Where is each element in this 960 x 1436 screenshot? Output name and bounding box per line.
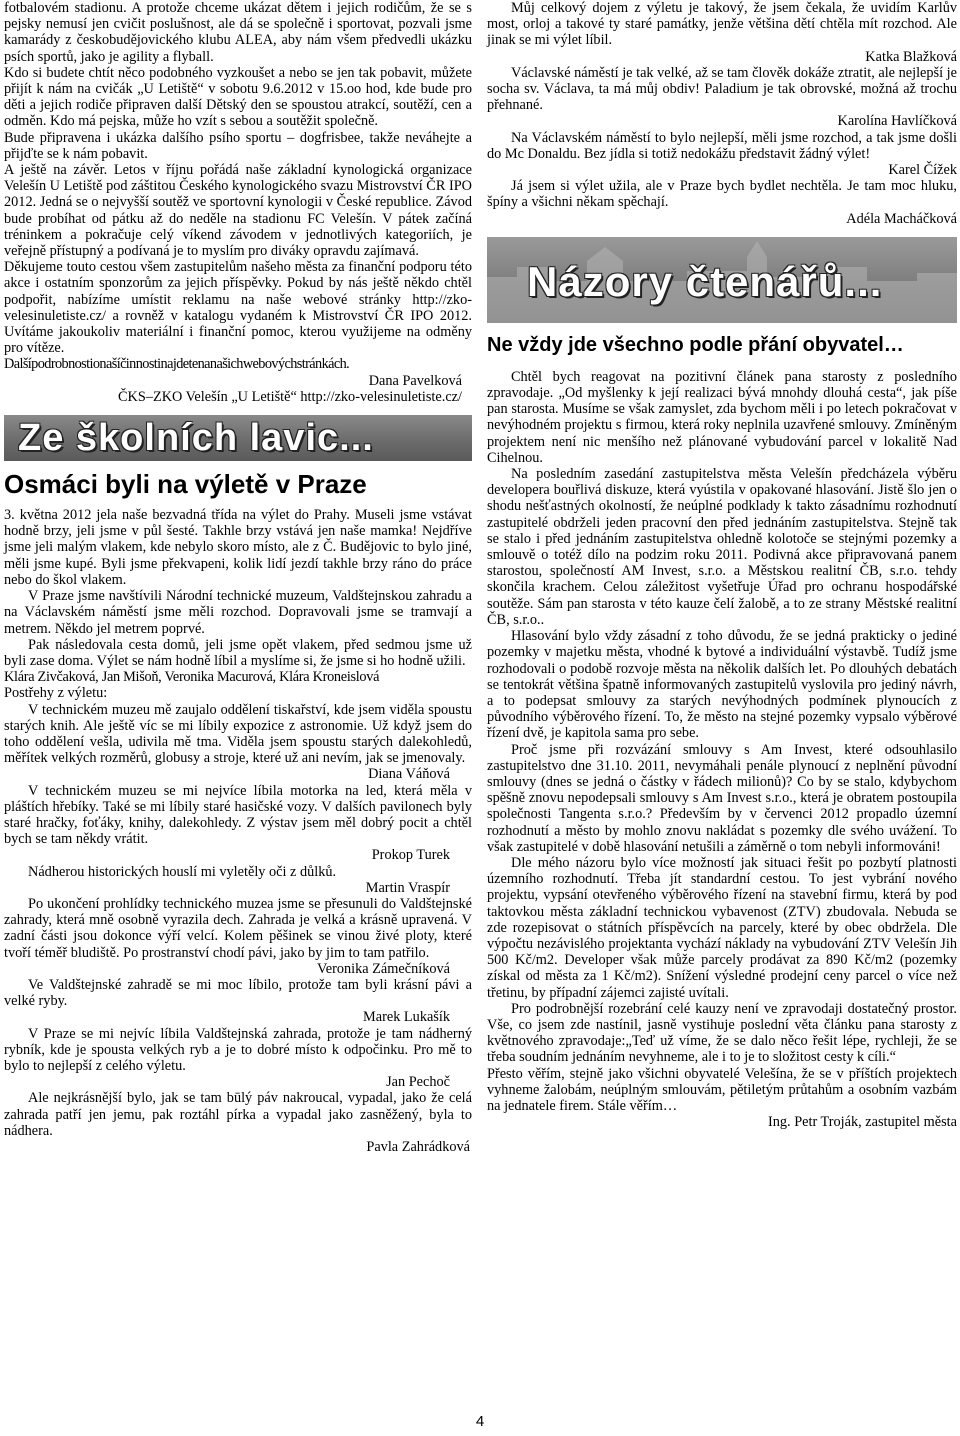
article-text: Dle mého názoru bylo více možností jak situaci řešit po pozbytí platnosti územního rozhodnutí. Třeba jít standardní cestou. To jest vybrání nového projektu, vypsání otevřeného výběrového řízení na stavební firmu, která by pod taktovkou města základní technickou vybavenost (ZTV) zbudovala. Nebuda se zde rozepisovat o státních příspěvcích na parcely, které by obec obdržela. Dle výpočtu nezávislého projektanta vychází náklady na vybudování ZTV Velešín Jih 500 Kč/m2. Developer však může parcely prodávat za 890 Kč/m2 (pozemky získal od města za 1 Kč/m2). Snížení výsledné prodejní ceny parcel o více než třetinu, by případní zájemci zajisté uvítali. [487, 854, 957, 1001]
signature: Martin Vraspír [365, 879, 450, 896]
article-text: Václavské náměstí je tak velké, až se tam člověk dokáže ztratit, ale nejlepší je socha sv. Václava, ta má můj obdiv! Paladium je tak obrovské, možná až trochu přehnané. [487, 64, 957, 114]
article-text: Na posledním zasedání zastupitelstva města Velešín předcházela výběru developera bouřlivá diskuze, která vyústila v opakované hlasování. Jistě šlo jen o shodu nešťastných okolností, že neúplné podklady k takto zásadnímu rozhodnutí zastupitelé obdrželi jeden pracovní den před jednáním zastupitelstva. Stejně tak se stalo i před jednáním zastupitelstva ohledně kolotoče se stejnými pozemky a smlouvě o totéž dílo na podzim roku 2011. Podivná akce připravovaná panem starostou, společností AM Invest, s.r.o. a Městskou realitní ČB, s.r.o. tehdy skončila krachem. Celou záležitost vyšetřuje Úřad pro ochranu hospodářské soutěže. Sám pan starosta v této kauze čelí žalobě, a to ze strany Městské realitní ČB, s.r.o.. [487, 466, 957, 628]
left-column [4, 0, 472, 1155]
signature: Karel Čížek [888, 162, 957, 179]
signature: ČKS–ZKO Velešín „U Letiště“ http://zko-velesinuletiste.cz/ [118, 388, 462, 405]
article-text: Nádherou historických houslí mi vyletěly oči z důlků. [28, 863, 337, 880]
signature: Pavla Zahrádková [366, 1139, 470, 1155]
article-text: Dalšípodrobnostionašíčinnostinajdetenanašichwebovýchstránkách. [4, 356, 350, 373]
signature: Adéla Macháčková [846, 210, 957, 227]
article-text: Přesto věřím, stejně jako všichni obyvatelé Velešína, že se v příštích projektech vyhneme žalobám, neúplným smlouvám, pětiletým průtahům a osobním vazbám na jednatele firem. Stále věřím… [487, 1065, 957, 1114]
signature: Katka Blažková [865, 48, 957, 65]
article-headline: Ne vždy jde všechno podle přání obyvatel… [487, 333, 904, 356]
article-text: 3. května 2012 jela naše bezvadná třída na výlet do Prahy. Museli jsme vstávat hodně brzy, jeli jsme v půl šesté. Takhle brzy vstává jen naše mamka! Nejdříve jsme jeli malým vlakem, kde nebylo skoro místo, ale z Č. Budějovic to bylo jiné, měli jsme kupé. Byli jsme překvapeni, kolik lidí jezdí takhle brzy ráno do práce nebo do škol vlakem. [4, 507, 472, 588]
article-text: fotbalovém stadionu. A protože chceme ukázat dětem i jejich rodičům, že se s pejsky nemusí jen cvičit poslušnost, ale dá se společně i sportovat, pozvali jsme kamarády z českobudějovického klubu ALEA, aby nám všem předvedli ukázku psích sportů, jako je agility a flyball. [4, 0, 472, 65]
article-text: Pro podrobnější rozebrání celé kauzy není ve zpravodaji dostatečný prostor. Vše, co jsem zde nastínil, jasně vystihuje poslední věta článku pana starosty z květnového zpravodaje:„Teď už víme, že se dalo něco řešit lépe, rychleji, že se třeba soudním jednáním nevyhneme, ale i to je to složitost cesty k cíli.“ [487, 1000, 957, 1066]
article-text: Hlasování bylo vždy zásadní z toho důvodu, že se jedná prakticky o jediné pozemky v majetku města, vhodné k bytové a individuální výstavbě. Tudíž jsme rozhodovali o podobě rozvoje města na několik dalších let. Po dlouhých debatách se tentokrát většina špatně informovaných zastupitelů vyslovila pro jediný návrh, a to podepsat smlouvy za starých nevýhodných podmínek plynoucích z původního výběrového řízení. To, že město na stejné pozemky vypsalo výběrové řízení dvě, je kapitola sama pro sebe. [487, 628, 957, 742]
signature: Prokop Turek [371, 847, 450, 864]
signature: Ing. Petr Troják, zastupitel města [767, 1114, 957, 1131]
section-banner [487, 237, 957, 323]
article-text: V Praze se mi nejvíc líbila Valdštejnská zahrada, protože je tam nádherný rybník, kde je spousta velkých ryb a je to dobré místo k odpočinku. Pro mě to bylo to nejlepší z celého výletu. [4, 1025, 472, 1074]
article-text: Ale nejkrásnější bylo, jak se tam būlý páv nakroucal, vypadal, jako že celá zahrada patří jen jemu, pak roztáhl pírka a vypadal jako zasněžený, byla to nádhera. [4, 1090, 472, 1139]
right-column [487, 0, 957, 1130]
authors: Klára Zivčaková, Jan Mišoň, Veronika Macurová, Klára Kroneislová [4, 669, 380, 686]
signature: Dana Pavelková [368, 372, 462, 389]
signature: Veronika Zámečníková [317, 960, 450, 977]
signature: Jan Pechoč [386, 1074, 450, 1091]
subheading: Postřehy z výletu: [4, 685, 108, 702]
article-text: Děkujeme touto cestou všem zastupitelům našeho města za finanční podporu této akce i ostatním sponzorům za jejich příspěvky. Pokud by nás ještě někdo chtěl podpořit, nabízíme umístit reklamu na naše webové stránky http://zko-velesinuletiste.cz/ a rovněž v katalogu vydaném k Mistrovství ČR IPO 2012. Uvítáme jakoukoliv materiální i finanční pomoc, kterou využijeme na odměny pro vítěze. [4, 259, 472, 357]
article-text: Pak následovala cesta domů, jeli jsme opět vlakem, před sedmou jsme už byli zase doma. Výlet se nám hodně líbil a myslíme si, že jsme si ho hodně užili. [4, 636, 472, 669]
article-headline: Osmáci byli na výletě v Praze [4, 469, 367, 500]
article-text: Proč jsme při rozvázání smlouvy s Am Invest, které odsouhlasilo zastupitelstvo dne 31.10. 2011, nevymáhali penále plynoucí z neplnění původní smlouvy (dnes se jedná o částky v řádech milionů)? Co by se stalo, kdybychom spěšně znovu nepodepsali smlouvy s Am Invest s.r.o., která je obratem postoupila společnosti Tangenta s.r.o.? Především by v červenci 2012 propadlo územní rozhodnutí a město by mohlo znovu nakládat s pozemky dle svého uvážení. To však zastupitelé v době hlasování netušili a záměrně o tom nebyli informováni! [487, 741, 957, 855]
article-text: Ve Valdštejnské zahradě se mi moc líbilo, protože tam byli krásní pávi a velké ryby. [4, 976, 472, 1010]
article-text: A ještě na závěr. Letos v říjnu pořádá naše základní kynologická organizace Velešín U Letiště pod záštitou Českého kynologického svazu Mistrovství ČR IPO 2012. Jedná se o nejvyšší soutěž ve sportovní kynologii v České republice. Závod bude probíhat od pátku až do neděle na stadionu FC Velešín. V pátek začíná tréninkem a pokračuje celý víkend závodem v jednotlivých kategoriích, je veřejně přístupný a podívaná je to myslím pro diváky opravdu zajímavá. [4, 162, 472, 260]
banner-title: Ze školních lavic... [18, 417, 374, 460]
article-text: V Praze jsme navštívili Národní technické muzeum, Valdštejnskou zahradu a na Václavském náměstí jsme měli rozchod. Dopravovali jsme se tramvají a metrem. Někdo jel metrem poprvé. [4, 588, 472, 637]
signature: Marek Lukašík [363, 1009, 450, 1026]
article-text: Kdo si budete chtít něco podobného vyzkoušet a nebo se jen tak pobavit, můžete přijít k nám na cvičák „U Letiště“ v sobotu 9.6.2012 v 15.oo hod, kde bude pro děti a jejich rodiče připraven další Dětský den se spoustou atrakcí, soutěží, cen a odměn. Kdo má pejska, může ho vzít s sebou a soutěžit společně. [4, 64, 472, 130]
banner-title: Názory čtenářů... [527, 257, 883, 305]
article-text: Na Václavském náměstí to bylo nejlepší, měli jsme rozchod, a tak jsme došli do Mc Donaldu. Bez jídla si totiž nedokážu představit žádný výlet! [487, 129, 957, 162]
signature: Diana Váňová [368, 766, 450, 783]
article-text: V technickém muzeu mě zaujalo oddělení tiskařství, kde jsem viděla spoustu starých knih. Ale ještě víc se mi líbily expozice z astronomie. Už když jsem do toho oddělení vešla, udivila mě tma. Viděla jsem spoustu starých dalekohledů, měřítek velkých rozměrů, globusy a stroje, které už ani nevím, jak se jmenovaly. [4, 701, 472, 767]
article-text: V technickém muzeu se mi nejvíce líbila motorka na led, která měla v pláštích hřebíky. Také se mi líbily staré hasičské vozy. V dalších pavilonech byly staré hračky, foťáky, knihy, dalekohledy. Z výstav jsem měl dobrý pocit a chtěl bych se tam někdy vrátit. [4, 782, 472, 848]
article-text: Já jsem si výlet užila, ale v Praze bych bydlet nechtěla. Je tam moc hluku, špíny a všichni někam spěchají. [487, 178, 957, 211]
signature: Karolína Havlíčková [837, 113, 957, 130]
section-banner [4, 415, 472, 461]
article-text: Bude připravena i ukázka dalšího psího sportu – dogfrisbee, takže neváhejte a přijďte se k nám pobavit. [4, 129, 472, 162]
article-text: Můj celkový dojem z výletu je takový, že jsem čekala, že uvidím Karlův most, orloj a takové ty staré památky, jenže většina dětí chtěla mít rozchod. Ale jinak se mi výlet líbil. [487, 0, 957, 49]
article-text: Po ukončení prohlídky technického muzea jsme se přesunuli do Valdštejnské zahrady, která mně osobně vyrazila dech. Zahrada je velká a krásně upravená. V zadní části jsou dokonce výří velcí. Kolem pěšinek se vinou živé ploty, které tvoří téměř bludiště. Po prostranství chodí pávi, jako by jim to tam patřilo. [4, 895, 472, 961]
article-text: Chtěl bych reagovat na pozitivní článek pana starosty z posledního zpravodaje. „Od myšlenky k její realizaci bývá mnohdy dlouhá cesta“, jak píše pan starosta. Musíme se však zamyslet, zda bychom měli i po letech pokračovat v nevýhodném projektu s firmou, která roky neplnila uzavřené smlouvy. Zmíněným projektem není nic menšího než plánované vybudování parcel v lokalitě Nad Cihelnou. [487, 368, 957, 466]
page-number: 4 [475, 1413, 485, 1430]
